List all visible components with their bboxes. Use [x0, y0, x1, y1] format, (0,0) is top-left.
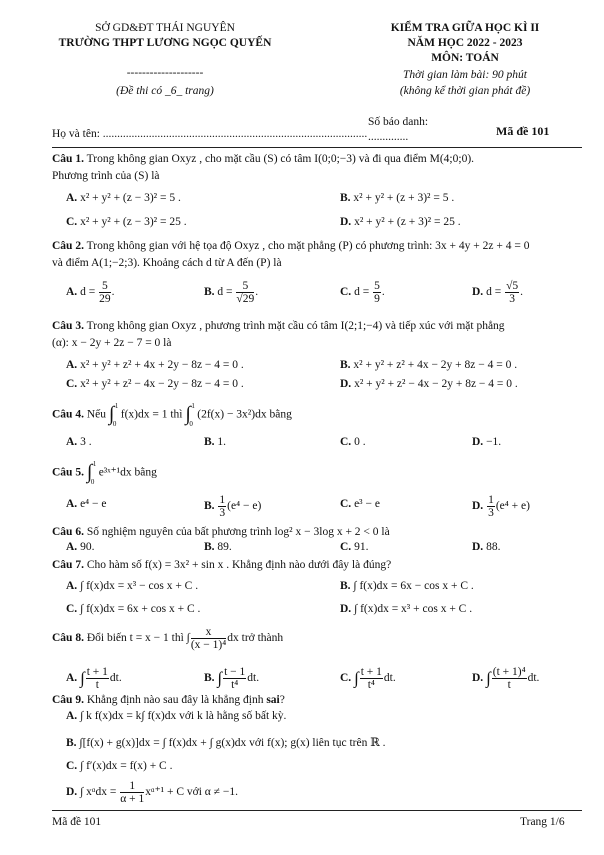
student-id-dots: ..............	[368, 131, 409, 143]
integral-sign-icon: ∫ 1 0	[185, 402, 195, 428]
question-9: Câu 9. Khẳng định nào sau đây là khẳng định sai?	[52, 694, 285, 706]
q9-option-b[interactable]: B. ∫[f(x) + g(x)]dx = ∫ f(x)dx + ∫ g(x)dx với f(x); g(x) liên tục trên ℝ .	[66, 737, 386, 749]
exam-subject: MÔN: TOÁN	[431, 52, 499, 64]
q7-option-a[interactable]: A. ∫ f(x)dx = x³ − cos x + C .	[66, 580, 199, 592]
q1-option-b[interactable]: B. x² + y² + (z + 3)² = 5 .	[340, 192, 455, 204]
q2-option-c[interactable]: C. d = $\frac{5}{9}$ .	[340, 280, 385, 305]
footer-divider	[52, 810, 582, 811]
q5-option-c[interactable]: C. e³ − e	[340, 498, 380, 510]
header-dashes: --------------------	[126, 67, 204, 79]
q8-option-b[interactable]: B. ∫ $\frac{t - 1}{\text{t⁴}}$ dt.	[204, 666, 260, 691]
q5-option-a[interactable]: A. e⁴ − e	[66, 498, 107, 510]
q8-option-a[interactable]: A. ∫ $\frac{t + 1}{t}$ dt.	[66, 666, 122, 691]
q9-option-c[interactable]: C. ∫ f′(x)dx = f(x) + C .	[66, 760, 173, 772]
header-pages-note: (Đề thi có _6_ trang)	[116, 85, 214, 97]
student-id-label: Số báo danh:	[368, 116, 429, 128]
q1-option-d[interactable]: D. x² + y² + (z + 3)² = 25 .	[340, 216, 461, 228]
q8-option-d[interactable]: D. ∫ $\frac{\text{(t + 1)⁴}}{t}$ dt.	[472, 666, 540, 691]
q3-option-d[interactable]: D. x² + y² + z² − 4x − 2y + 8z − 4 = 0 .	[340, 378, 518, 390]
question-1: Câu 1. Trong không gian Oxyz , cho mặt cầu (S) có tâm I(0;0;−3) và đi qua điểm M(4;0;0). Phương trình của (S) là	[52, 153, 475, 182]
q6-option-b[interactable]: B. 89.	[204, 541, 232, 553]
question-7: Câu 7. Cho hàm số f(x) = 3x² + sin x . Khẳng định nào dưới đây là đúng?	[52, 559, 392, 571]
question-8: Câu 8. Đổi biến t = x − 1 thì ∫ $\frac{x}{\text{(x − 1)⁴}}$ dx trở thành	[52, 626, 284, 651]
q7-option-b[interactable]: B. ∫ f(x)dx = 6x − cos x + C .	[340, 580, 474, 592]
q9-option-d[interactable]: D. ∫ xᵅdx = $\frac{1}{\alpha + 1}$ xᵅ⁺¹ + C với α ≠ −1.	[66, 780, 238, 805]
q4-option-c[interactable]: C. 0 .	[340, 436, 366, 448]
footer-code: Mã đề 101	[52, 816, 102, 828]
q2-option-d[interactable]: D. d = $\frac{√5}{3}$ .	[472, 280, 523, 305]
student-name-field: Họ và tên: ............................................................................................	[52, 128, 368, 140]
q3-option-c[interactable]: C. x² + y² + z² − 4x − 2y − 8z − 4 = 0 .	[66, 378, 244, 390]
header-school: TRƯỜNG THPT LƯƠNG NGỌC QUYẾN	[58, 37, 272, 49]
q8-option-c[interactable]: C. ∫ $\frac{t + 1}{\text{t⁴}}$ dt.	[340, 666, 396, 691]
q4-option-a[interactable]: A. 3 .	[66, 436, 92, 448]
q5-option-d[interactable]: D. $\frac{1}{3}$ (e⁴ + e)	[472, 494, 530, 519]
exam-time: Thời gian làm bài: 90 phút	[402, 69, 528, 81]
question-4: Câu 4. Nếu ∫ 1 0 f(x)dx = 1 thì ∫ 1 0 (2f(x) − 3x²)dx bằng	[52, 402, 292, 428]
q2-option-b[interactable]: B. d = $\frac{5}{√29}$ .	[204, 280, 259, 305]
q4-option-d[interactable]: D. −1.	[472, 436, 502, 448]
question-5: Câu 5. ∫ 1 0 e³ˣ⁺¹dx bằng	[52, 460, 157, 486]
q6-option-d[interactable]: D. 88.	[472, 541, 501, 553]
q9-option-a[interactable]: A. ∫ k f(x)dx = k∫ f(x)dx với k là hằng số bất kỳ.	[66, 710, 287, 722]
footer-page: Trang 1/6	[520, 816, 565, 828]
q7-option-d[interactable]: D. ∫ f(x)dx = x³ + cos x + C .	[340, 603, 473, 615]
exam-code: Mã đề 101	[496, 124, 550, 138]
q7-option-c[interactable]: C. ∫ f(x)dx = 6x + cos x + C .	[66, 603, 201, 615]
q6-option-a[interactable]: A. 90.	[66, 541, 95, 553]
q2-option-a[interactable]: A. d = $\frac{5}{29}$ .	[66, 280, 115, 305]
exam-time-note: (không kể thời gian phát đề)	[399, 85, 531, 97]
question-2: Câu 2. Trong không gian với hệ tọa độ Oxyz , cho mặt phẳng (P) có phương trình: 3x + 4y + 2z + 4 = 0 và điểm A(1;−2;3). Khoảng cách d từ A đến (P) là	[52, 240, 530, 269]
q1-option-a[interactable]: A. x² + y² + (z − 3)² = 5 .	[66, 192, 181, 204]
header-dept: SỞ GD&ĐT THÁI NGUYÊN	[95, 22, 235, 34]
exam-year: NĂM HỌC 2022 - 2023	[407, 37, 523, 49]
question-3: Câu 3. Trong không gian Oxyz , phương trình mặt cầu có tâm I(2;1;−4) và tiếp xúc với mặt phẳng (α): x − 2y + 2z − 7 = 0 là	[52, 320, 505, 349]
q4-option-b[interactable]: B. 1.	[204, 436, 227, 448]
q1-option-c[interactable]: C. x² + y² + (z − 3)² = 25 .	[66, 216, 187, 228]
q5-option-b[interactable]: B. $\frac{1}{3}$ (e⁴ − e)	[204, 494, 262, 519]
q3-option-a[interactable]: A. x² + y² + z² + 4x + 2y − 8z − 4 = 0 .	[66, 359, 244, 371]
integral-sign-icon: ∫ 1 0	[108, 402, 119, 428]
header-divider	[52, 147, 582, 148]
exam-title: KIỂM TRA GIỮA HỌC KÌ II	[390, 22, 540, 34]
integral-sign-icon: ∫ 1 0	[86, 460, 97, 486]
q6-option-c[interactable]: C. 91.	[340, 541, 369, 553]
question-6: Câu 6. Số nghiệm nguyên của bất phương trình log² x − 3log x + 2 < 0 là	[52, 526, 390, 538]
q3-option-b[interactable]: B. x² + y² + z² + 4x − 2y + 8z − 4 = 0 .	[340, 359, 518, 371]
